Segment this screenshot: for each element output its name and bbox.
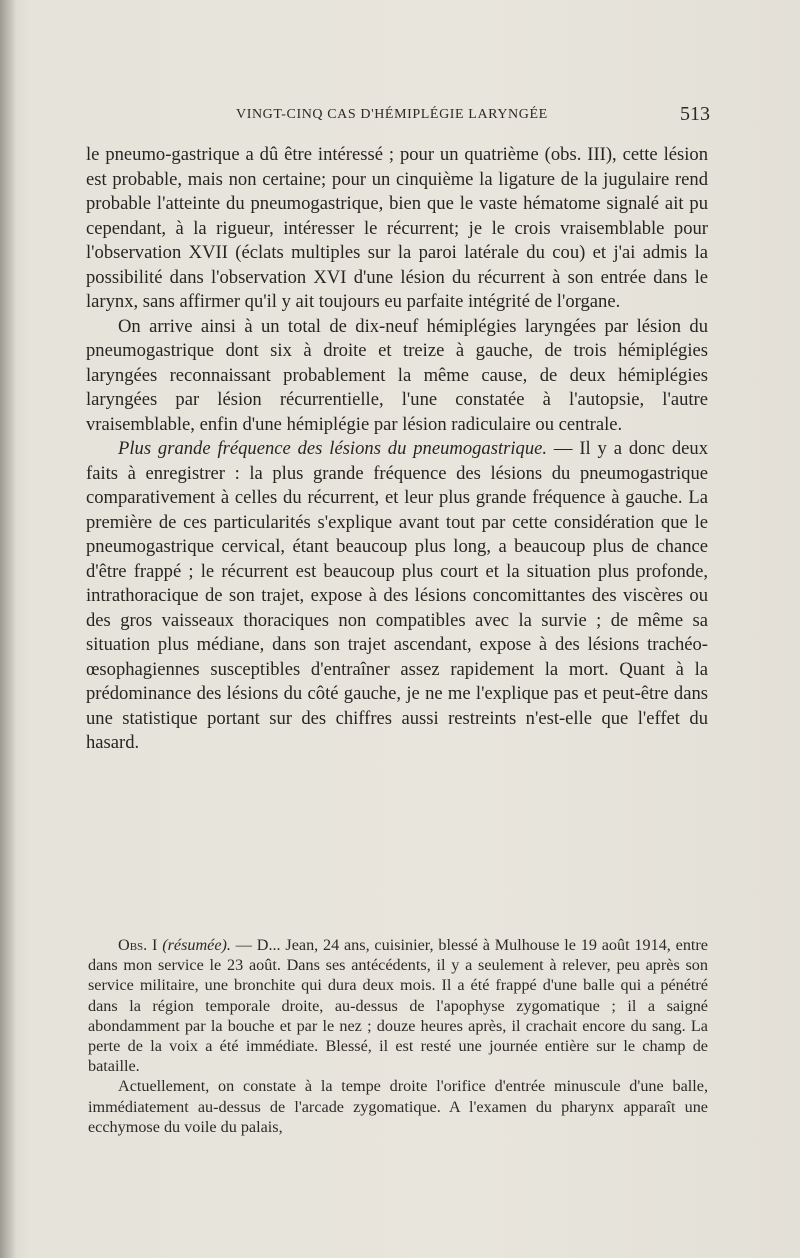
observation-paragraph-2: Actuellement, on constate à la tempe droite l'orifice d'entrée minuscule d'une balle, immédiatement au-dessus de l'arcade zygomatique. A l'examen du pharynx apparaît une ecchymose du voile du palais, xyxy=(88,1077,708,1136)
observation-block xyxy=(88,935,708,1137)
page-gutter xyxy=(0,0,16,1258)
paragraph-total: On arrive ainsi à un total de dix-neuf hémiplégies laryngées par lésion du pneumogastrique dont six à droite et treize à gauche, de trois hémiplégies laryngées reconnaissant probablement la même cause, de deux hémiplégies laryngées par lésion récurrentielle, l'une constatée à l'autopsie, l'autre vraisemblable, enfin d'une hémiplégie par lésion radiculaire ou centrale. xyxy=(86,315,708,435)
main-text xyxy=(86,143,708,756)
page-number: 513 xyxy=(680,103,710,125)
observation-text-1: — D... Jean, 24 ans, cuisinier, blessé à Mulhouse le 19 août 1914, entre dans mon service le 23 août. Dans ses antécédents, il y a seulement à relever, peu après son service militaire, une bronchite qui dura deux mois. Il a été frappé d'une balle qui a pénétré dans la région temporale droite, au-dessus de l'apophyse zygomatique ; il a saigné abondamment par la bouche et par le nez ; douze heures après, il crachait encore du sang. La perte de la voix a été immédiate. Blessé, il est resté une journée entière sur le champ de bataille. xyxy=(88,936,708,1076)
observation-paragraph-1 xyxy=(88,935,708,1076)
observation-label-italic: (résumée). xyxy=(162,936,231,954)
section-heading-italic: Plus grande fréquence des lésions du pneumogastrique. xyxy=(118,438,548,459)
running-title: VINGT-CINQ CAS D'HÉMIPLÉGIE LARYNGÉE xyxy=(236,107,548,122)
observation-label: Obs. I xyxy=(118,936,158,954)
paragraph-continued: le pneumo-gastrique a dû être intéressé ; pour un quatrième (obs. III), cette lésion est probable, mais non certaine; pour un cinquième la ligature de la jugulaire rend probable l'atteinte du pneumogastrique, bien que le vaste hématome signalé ait pu cependant, à la rigueur, intéresser le récurrent; je le crois vraisemblable pour l'observation XVII (éclats multiples sur la paroi latérale du cou) et j'ai admis la possibilité dans l'observation XVI d'une lésion du récurrent à son entrée dans le larynx, sans affirmer qu'il y ait toujours eu parfaite intégrité de l'organe. xyxy=(86,144,708,312)
paragraph-frequency-text: — Il y a donc deux faits à enregistrer : la plus grande fréquence des lésions du pneumogastrique comparativement à celles du récurrent, et leur plus grande fréquence à gauche. La première de ces particularités s'explique avant tout par cette considération que le pneumogastrique cervical, étant beaucoup plus long, a beaucoup plus de chance d'être frappé ; le récurrent est beaucoup plus court et la situation plus profonde, intrathoracique de son trajet, expose à des lésions concomittantes des viscères ou des gros vaisseaux thoraciques non compatibles avec la survie ; de même sa situation plus médiane, dans son trajet ascendant, expose à des lésions trachéo-œsophagiennes susceptibles d'entraîner assez rapidement la mort. Quant à la prédominance des lésions du côté gauche, je ne me l'explique pas et peut-être dans une statistique portant sur des chiffres aussi restreints n'est-elle que l'effet du hasard. xyxy=(86,438,708,753)
paragraph-frequency xyxy=(86,437,708,756)
page-header xyxy=(236,103,710,129)
